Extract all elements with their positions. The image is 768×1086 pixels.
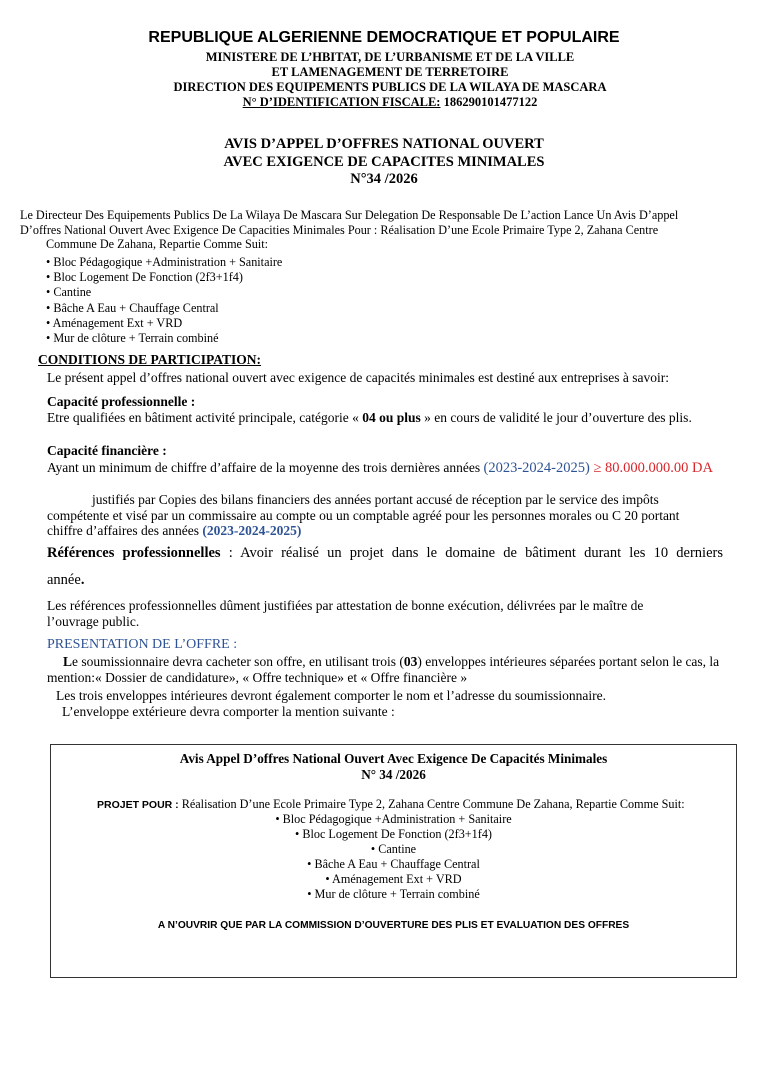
- notice-title-line-2: AVEC EXIGENCE DE CAPACITES MINIMALES: [223, 153, 545, 170]
- envelope-project-text: Réalisation D’une Ecole Primaire Type 2, Zahana Centre Commune De Zahana, Repartie Comme Suit:: [178, 797, 685, 811]
- fiscal-id-label: N° D’IDENTIFICATION FISCALE:: [242, 95, 441, 109]
- references-line: [47, 545, 723, 562]
- financial-capacity-text: [47, 460, 737, 477]
- p1-count: 03: [403, 654, 418, 669]
- direction-line: DIRECTION DES EQUIPEMENTS PUBLICS DE LA WILAYA DE MASCARA: [173, 80, 607, 94]
- intro-bullet-list: [46, 255, 282, 346]
- fin-years: (2023-2024-2025): [483, 460, 590, 476]
- fiscal-id-number: 186290101477122: [440, 95, 538, 109]
- list-item: • Bloc Pédagogique +Administration + Sanitaire: [46, 255, 283, 269]
- professional-capacity-text: [47, 410, 712, 426]
- list-item: • Bloc Pédagogique +Administration + Sanitaire: [275, 812, 512, 826]
- fiscal-id-line: [0, 95, 768, 110]
- ministry-line-1: MINISTERE DE L’HBITAT, DE L’URBANISME ET DE LA VILLE: [205, 50, 575, 64]
- references-year: [47, 572, 84, 589]
- envelope-footer-warning: A N’OUVRIR QUE PAR LA COMMISSION D’OUVERTURE DES PLIS ET EVALUATION DES OFFRES: [157, 920, 630, 931]
- presentation-heading: PRESENTATION DE L’OFFRE :: [47, 637, 238, 652]
- references-text: : Avoir réalisé un projet dans le domaine de bâtiment durant les 10 derniers: [220, 545, 723, 561]
- list-item: • Cantine: [46, 285, 92, 300]
- references-justification: Les références professionnelles dûment justifiées par attestation de bonne exécution, délivrées par le maître de l’ouvrage public.: [47, 598, 644, 629]
- presentation-paragraph-3: L’enveloppe extérieure devra comporter la mention suivante :: [62, 704, 395, 719]
- envelope-label-box: [50, 744, 737, 978]
- notice-title-line-1: AVIS D’APPEL D’OFFRES NATIONAL OUVERT: [224, 136, 544, 152]
- list-item: • Cantine: [370, 842, 417, 856]
- list-item: • Aménagement Ext + VRD: [325, 872, 462, 886]
- references-heading: Références professionnelles: [47, 545, 221, 561]
- conditions-intro: Le présent appel d’offres national ouvert avec exigence de capacités minimales est destiné aux entreprises à savoir:: [47, 370, 669, 385]
- p1-text-a: e soumissionnaire devra cacheter son offre, en utilisant trois (: [72, 654, 404, 669]
- envelope-title-line: Avis Appel D’offres National Ouvert Avec Exigence De Capacités Minimales: [179, 751, 608, 766]
- envelope-project-label: PROJET POUR :: [97, 799, 179, 811]
- notice-title: [0, 136, 768, 189]
- conditions-heading: CONDITIONS DE PARTICIPATION:: [38, 352, 262, 367]
- professional-capacity-heading: Capacité professionnelle :: [47, 394, 196, 409]
- fin-amount: ≥ 80.000.000.00 DA: [589, 460, 713, 476]
- pro-text-b: » en cours de validité le jour d’ouverture des plis.: [420, 410, 692, 425]
- list-item: • Bloc Logement De Fonction (2f3+1f4): [295, 827, 492, 841]
- notice-number: N°34 /2026: [350, 171, 418, 187]
- p1-text-b: ) enveloppes intérieures séparées portant selon le cas, la mention:« Dossier de candidature», « Offre technique» et « Offre financière »: [47, 654, 720, 685]
- intro-paragraph: [20, 208, 756, 252]
- financial-capacity-heading: Capacité financière :: [47, 443, 167, 458]
- p1-initial: L: [63, 654, 73, 669]
- just-years: (2023-2024-2025): [202, 523, 302, 538]
- presentation-paragraph-2: Les trois enveloppes intérieures devront également comporter le nom et l’adresse du soumissionnaire.: [56, 688, 606, 703]
- intro-line-2: D’offres National Ouvert Avec Exigence De Capacities Minimales Pour : Réalisation D’une Ecole Primaire Type 2, Zahana Centre: [20, 222, 659, 237]
- just-text: justifiés par Copies des bilans financiers des années portant accusé de réception par le service des impôts compétente et visé par un commissaire au compte ou un comptable agréé pour les personnes morales ou C 20 portant chiffre d’affaires des années: [47, 492, 680, 538]
- list-item: • Mur de clôture + Terrain combiné: [307, 887, 480, 901]
- pro-category: 04 ou plus: [362, 410, 421, 425]
- list-item: • Bâche A Eau + Chauffage Central: [46, 300, 219, 315]
- fin-text: Ayant un minimum de chiffre d’affaire de la moyenne des trois dernières années: [47, 460, 484, 475]
- envelope-bullet-list: [51, 812, 736, 902]
- list-item: • Mur de clôture + Terrain combiné: [46, 331, 219, 346]
- ministry-line-2: ET LAMENAGEMENT DE TERRETOIRE: [271, 65, 509, 79]
- list-item: • Bâche A Eau + Chauffage Central: [307, 857, 480, 871]
- presentation-paragraph-1: [47, 654, 727, 685]
- envelope-title: [51, 751, 736, 783]
- list-item: • Aménagement Ext + VRD: [46, 315, 183, 330]
- references-year-word: année: [47, 572, 81, 588]
- list-item: • Bloc Logement De Fonction (2f3+1f4): [46, 270, 243, 285]
- envelope-number: N° 34 /2026: [361, 767, 426, 782]
- intro-line-1: Le Directeur Des Equipements Publics De La Wilaya De Mascara Sur Delegation De Responsable De L’action Lance Un Avis D’appel: [20, 208, 679, 222]
- envelope-project-line: [97, 797, 685, 812]
- ministry-block: [0, 50, 768, 110]
- intro-line-3: Commune De Zahana, Repartie Comme Suit:: [46, 237, 269, 251]
- republic-heading: REPUBLIQUE ALGERIENNE DEMOCRATIQUE ET POPULAIRE: [148, 29, 620, 46]
- references-year-dot: .: [80, 572, 85, 588]
- pro-text-a: Etre qualifiées en bâtiment activité principale, catégorie «: [47, 410, 363, 425]
- justification-text: [47, 492, 717, 539]
